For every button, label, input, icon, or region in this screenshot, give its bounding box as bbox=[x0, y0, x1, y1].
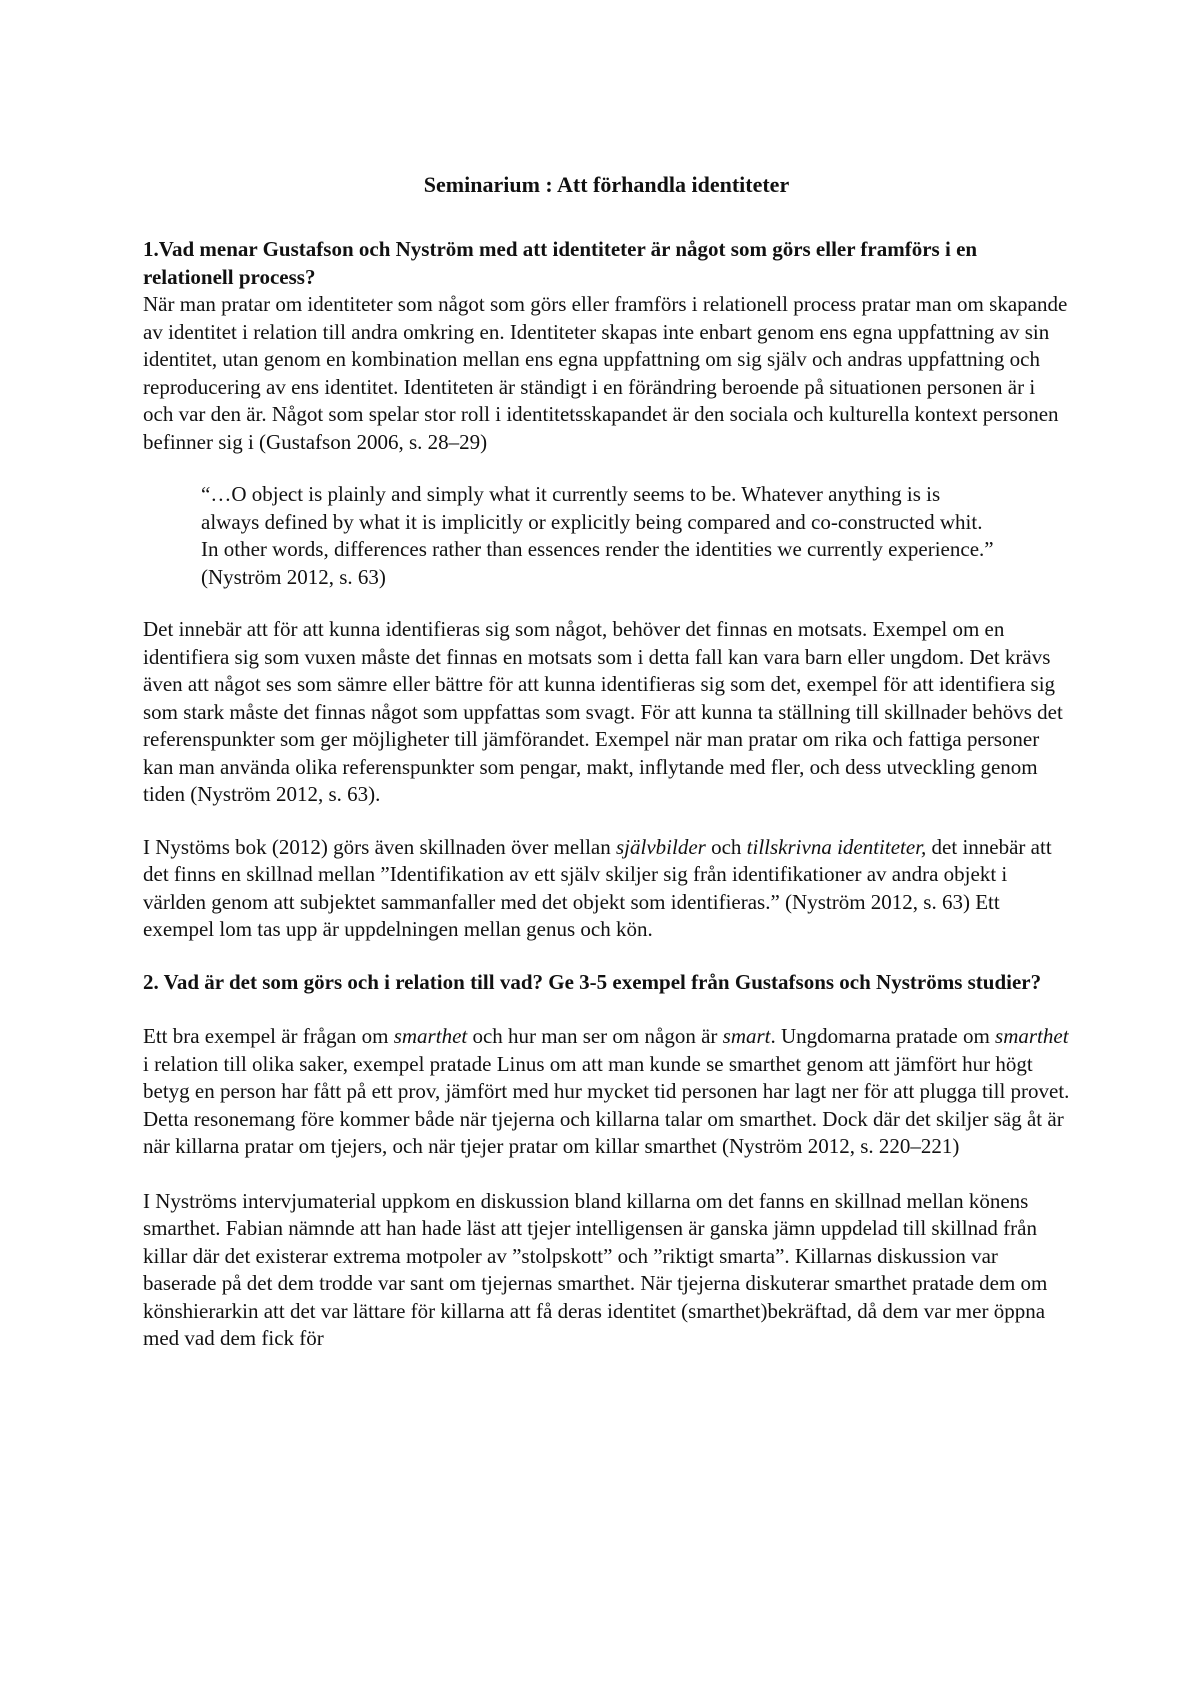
text-span: I Nystöms bok (2012) görs även skillnaden över mellan bbox=[143, 834, 616, 859]
question-1-paragraph-2: Det innebär att för att kunna identifieras sig som något, behöver det finnas en motsats. Exempel om en identifiera sig som vuxen måste det finnas en motsats som i detta fall kan vara barn eller ungdom. Det krävs även att något ses som sämre eller bättre för att kunna identifieras sig som det, exempel för att identifiera sig som stark måste det finnas något som uppfattas som svagt. För att kunna ta ställning till skillnader behövs det referenspunkter som ger möjligheter till jämförandet. Exempel när man pratar om rika och fattiga personer kan man använda olika referenspunkter som pengar, makt, inflytande med fler, och dess utveckling genom tiden (Nyström 2012, s. 63). bbox=[143, 617, 1063, 806]
text-span: och bbox=[705, 834, 747, 859]
emphasis-sjalvbilder: självbilder bbox=[616, 834, 706, 859]
text-span: det innebär att det finns en skillnad mellan ”Identifikation av ett själv skiljer sig från identifikationer av andra objekt i världen genom att subjektet sammanfaller med det objekt som identifieras.” (Nyström 2012, s. 63) Ett exempel lom tas upp är uppdelningen mellan genus och kön. bbox=[143, 834, 1052, 941]
question-1-paragraph-3 bbox=[143, 834, 1070, 944]
question-2-paragraph-1 bbox=[143, 1023, 1070, 1161]
question-2-heading: 2. Vad är det som görs och i relation till vad? Ge 3-5 exempel från Gustafsons och Nyströms studier? bbox=[143, 969, 1042, 994]
question-1-heading: 1.Vad menar Gustafson och Nyström med att identiteter är något som görs eller framförs i en relationell process? bbox=[143, 237, 978, 289]
emphasis-tillskrivna-identiteter: tillskrivna identiteter, bbox=[746, 834, 927, 859]
document-body bbox=[143, 170, 1070, 1353]
emphasis-smarthet: smarthet bbox=[393, 1024, 468, 1048]
question-1-answer: När man pratar om identiteter som något som görs eller framförs i relationell process pratar man om skapande av identitet i relation till andra omkring en. Identiteter skapas inte enbart genom ens egna uppfattning av sin identitet, utan genom en kombination mellan ens egna uppfattning om sig själv och andras uppfattning och reproducering av ens identitet. Identiteten är ständigt i en förändring beroende på situationen personen är i och var den är. Något som spelar stor roll i identitetsskapandet är den sociala och kulturella kontext personen befinner sig i (Gustafson 2006, s. 28–29) bbox=[143, 292, 1068, 454]
emphasis-smart: smart bbox=[722, 1024, 771, 1048]
document-title: Seminarium : Att förhandla identiteter bbox=[423, 172, 790, 197]
question-2-paragraph-2: I Nyströms intervjumaterial uppkom en diskussion bland killarna om det fanns en skillnad mellan könens smarthet. Fabian nämnde att han hade läst att tjejer intelligensen är ganska jämn uppdelad till skillnad från killar där det existerar extrema motpoler av ”stolpskott” och ”riktigt smarta”. Killarnas diskussion var baserade på det dem trodde var sant om tjejernas smarthet. När tjejerna diskuterar smarthet pratade dem om könshierarkin att det var lättare för killarna att få deras identitet (smarthet)bekräftad, då dem var mer öppna med vad dem fick för bbox=[143, 1188, 1048, 1350]
text-span: Ett bra exempel är frågan om bbox=[143, 1024, 394, 1048]
text-span: i relation till olika saker, exempel pratade Linus om att man kunde se smarthet genom att jämfört hur högt betyg en person har fått på ett prov, jämfört med hur mycket tid personen har lagt ner för att plugga till provet. Detta resonemang före kommer både när tjejerna och killarna talar om smarthet. Dock där det skiljer säg åt är när killarna pratar om tjejers, och när tjejer pratar om killar smarthet (Nyström 2012, s. 220–221) bbox=[143, 1051, 1070, 1158]
block-quote: “…O object is plainly and simply what it currently seems to be. Whatever anything is is always defined by what it is implicitly or explicitly being compared and co-constructed whit. In other words, differences rather than essences render the identities we currently experience.” (Nyström 2012, s. 63) bbox=[201, 482, 994, 589]
text-span: och hur man ser om någon är bbox=[467, 1024, 723, 1048]
emphasis-smarthet: smarthet bbox=[995, 1024, 1069, 1048]
text-span: . Ungdomarna pratade om bbox=[770, 1024, 996, 1048]
